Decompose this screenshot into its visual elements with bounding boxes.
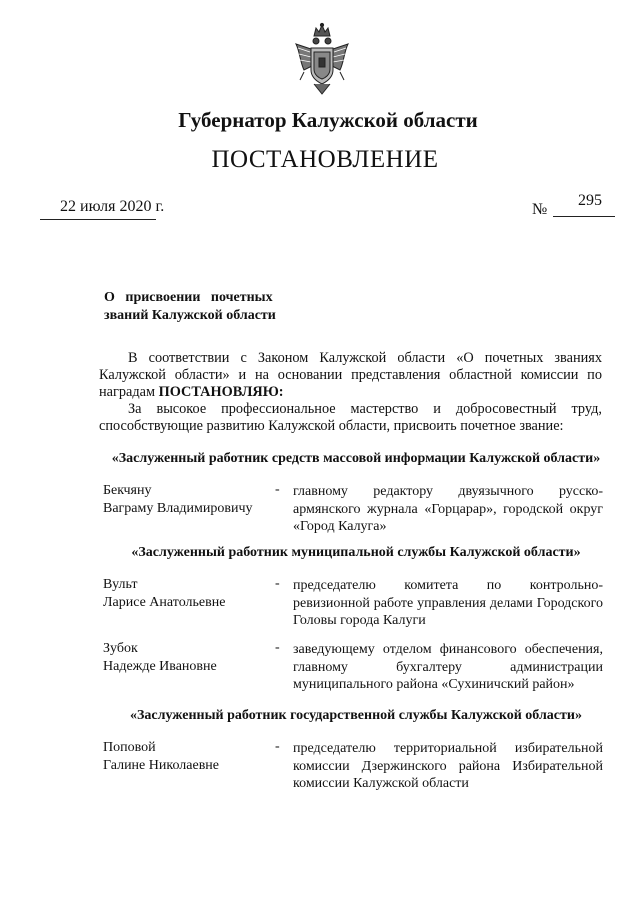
decree-word: ПОСТАНОВЛЯЮ: <box>158 384 284 400</box>
dash: - <box>275 739 280 754</box>
document-subject <box>104 289 276 325</box>
person-surname: Вульт <box>103 577 138 592</box>
person-given-name: Надежде Ивановне <box>103 659 217 674</box>
person-given-name: Галине Николаевне <box>103 758 220 773</box>
honor-title-municipal: «Заслуженный работник муниципальной службы Калужской области» <box>131 545 581 560</box>
honor-title-state: «Заслуженный работник государственной службы Калужской области» <box>130 708 582 723</box>
person-surname: Бекчяну <box>103 483 152 498</box>
subject-line-1: О присвоении почетных <box>104 290 273 305</box>
person-position: председателю комитета по контрольно-ревизионной работе управления делами Городского Головы города Калуги <box>293 578 603 628</box>
intro-text: В соответствии с Законом Калужской области «О почетных званиях Калужской области» и на основании представления областной комиссии по наградам <box>99 350 602 400</box>
person-surname: Зубок <box>103 641 138 656</box>
dash: - <box>275 640 280 655</box>
person-given-name: Ваграму Владимировичу <box>103 501 253 516</box>
assign-paragraph: За высокое профессиональное мастерство и добросовестный труд, способствующие развитию Калужской области, присвоить почетное звание: <box>99 401 602 434</box>
person-name <box>103 640 273 676</box>
person-position: заведующему отделом финансового обеспечения, главному бухгалтеру администрации муниципального района «Сухиничский район» <box>293 642 603 692</box>
date-underline <box>40 219 156 220</box>
person-name <box>103 739 273 775</box>
dash: - <box>275 482 280 497</box>
dash: - <box>275 576 280 591</box>
issuer-title: Губернатор Калужской области <box>178 108 478 132</box>
honor-title-media: «Заслуженный работник средств массовой информации Калужской области» <box>111 451 601 466</box>
person-name <box>103 576 273 612</box>
person-position: главному редактору двуязычного русско-армянского журнала «Горцарар», городской округ «Город Калуга» <box>293 484 603 534</box>
person-position: председателю территориальной избирательной комиссии Дзержинского района Избирательной комиссии Калужской области <box>293 741 603 791</box>
subject-line-2: званий Калужской области <box>104 308 276 323</box>
number-underline <box>553 216 615 217</box>
intro-paragraph <box>99 350 602 401</box>
person-surname: Поповой <box>103 740 156 755</box>
number-sign: № <box>532 201 548 218</box>
coat-of-arms-icon <box>290 22 354 96</box>
person-name <box>103 482 273 518</box>
document-type: ПОСТАНОВЛЕНИЕ <box>211 146 439 173</box>
document-number: 295 <box>578 192 602 209</box>
document-date: 22 июля 2020 г. <box>60 198 165 215</box>
person-given-name: Ларисе Анатольевне <box>103 595 226 610</box>
